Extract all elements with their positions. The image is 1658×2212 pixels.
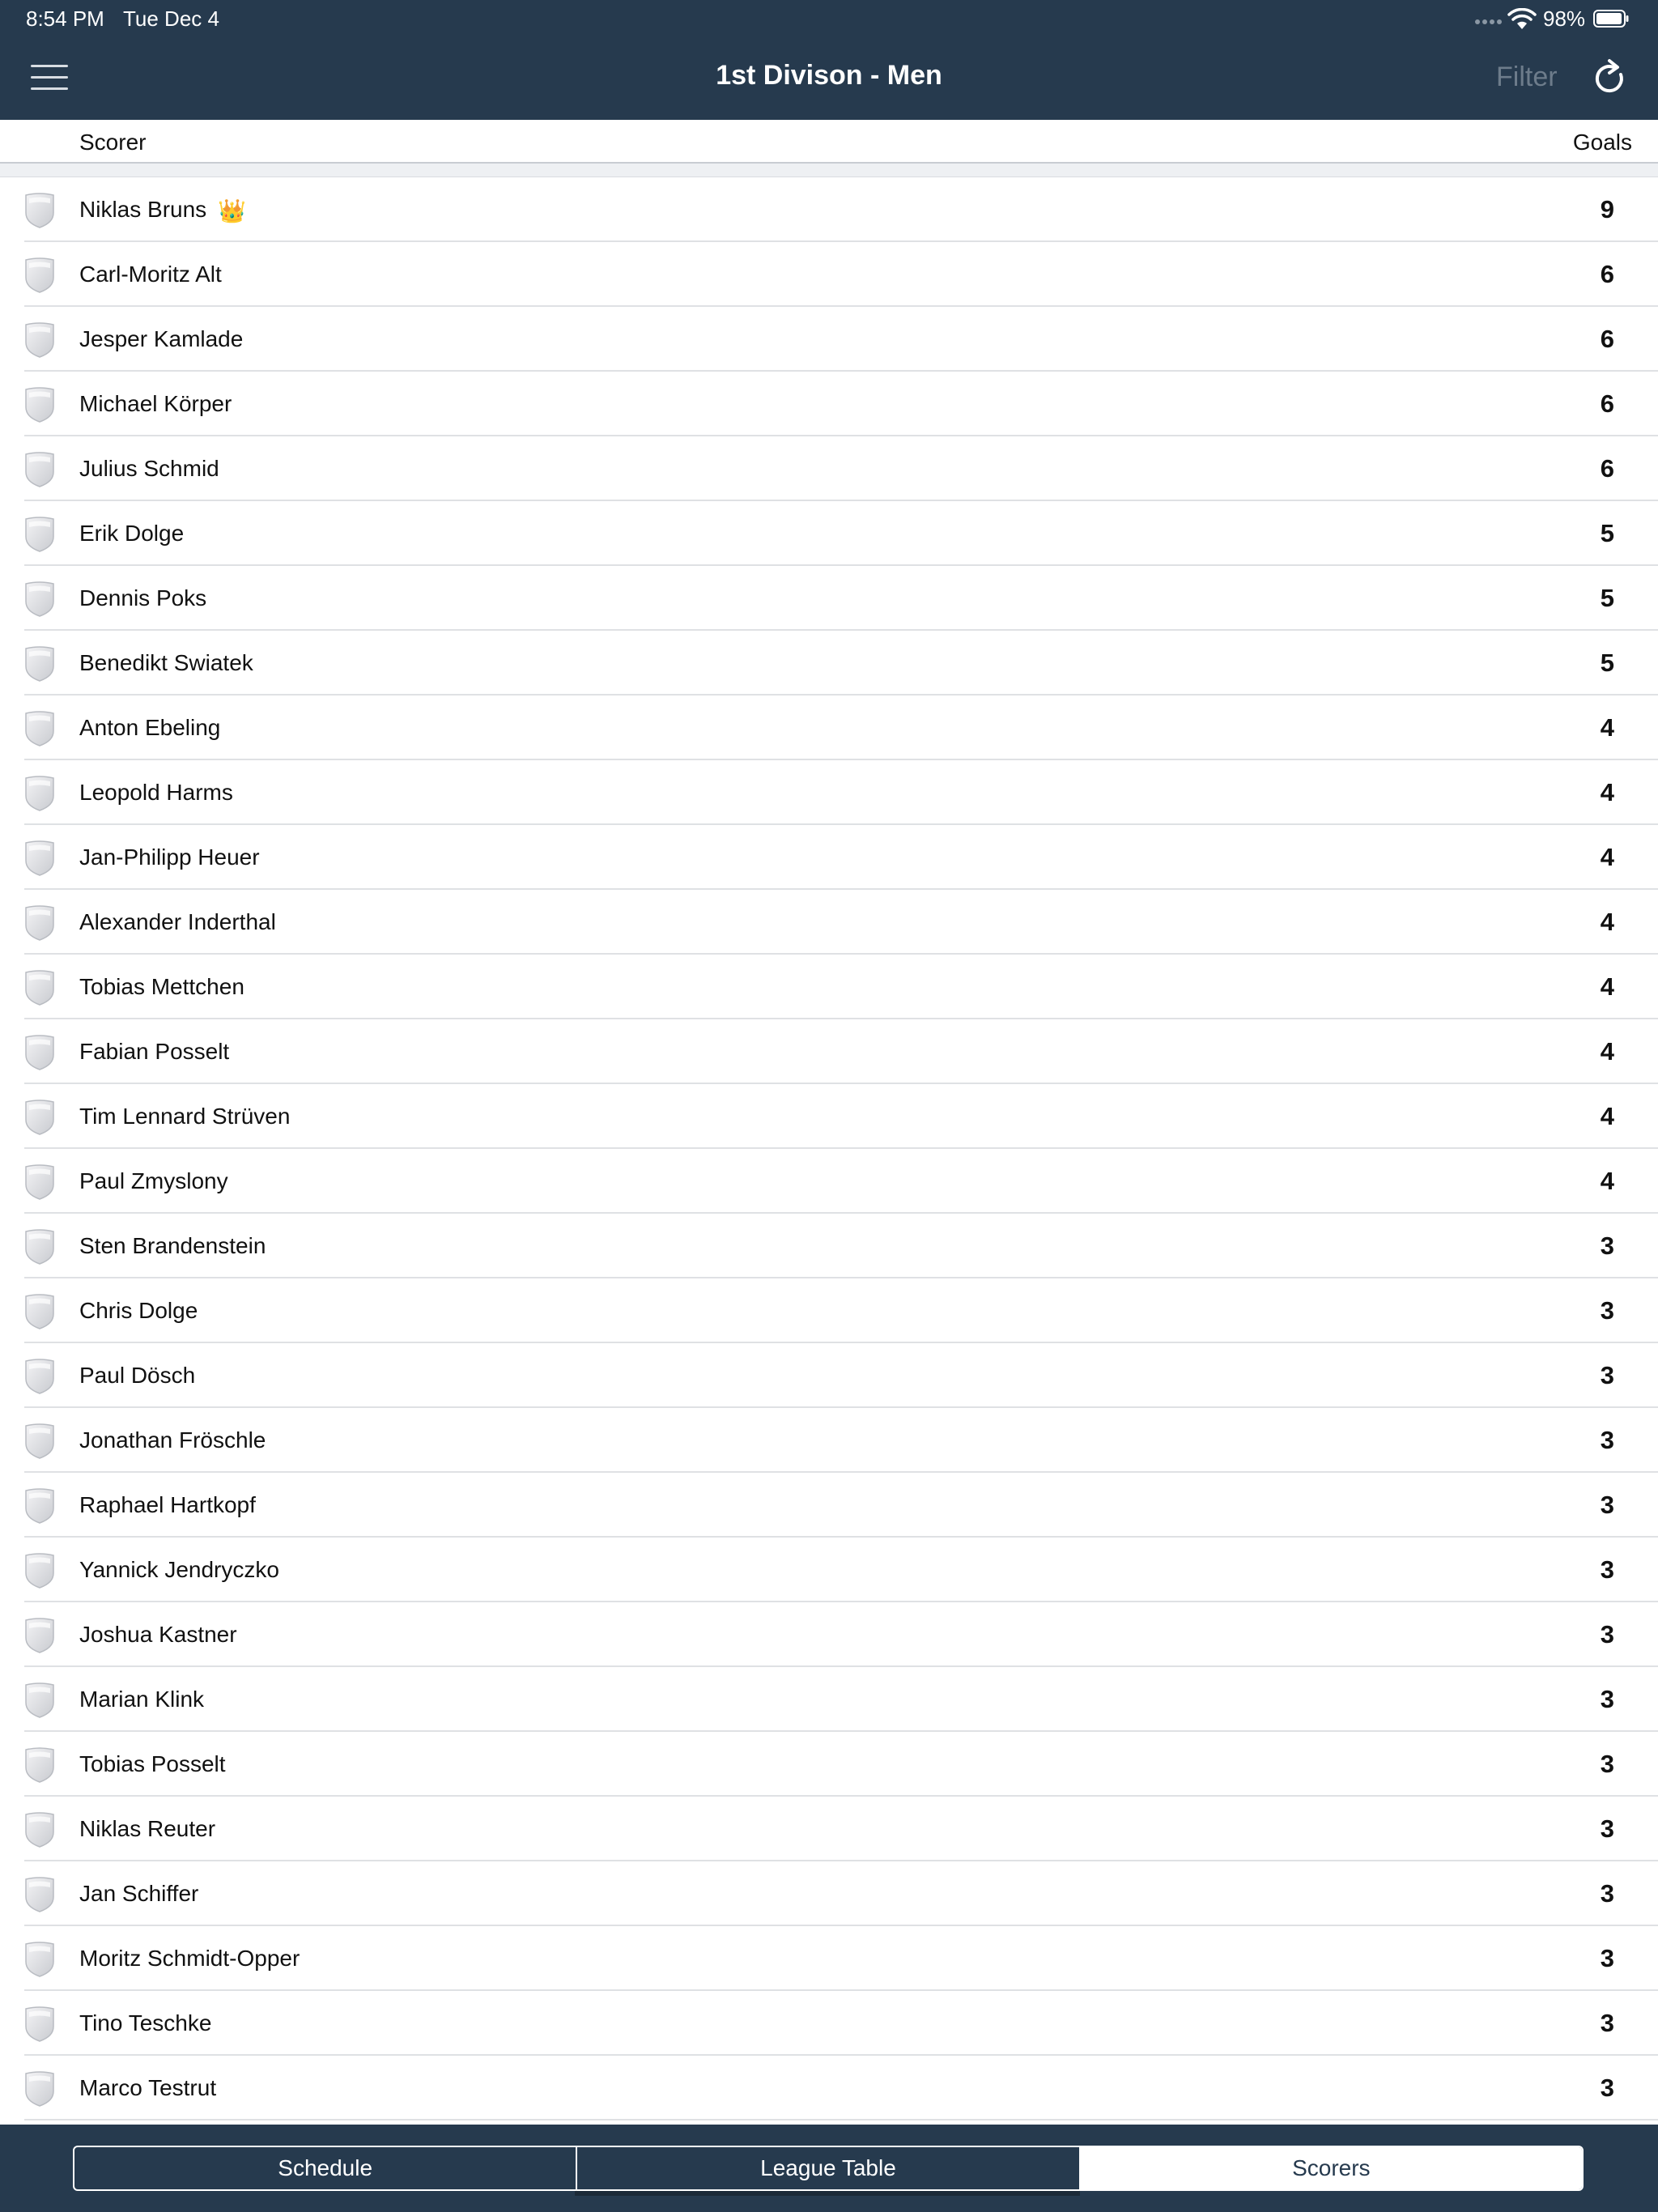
scorer-name: [79, 585, 206, 611]
goals-column-header: Goals: [1572, 130, 1632, 155]
column-header: [0, 120, 1658, 164]
goals-count: 3: [1600, 1231, 1614, 1260]
scorer-name: [79, 2075, 216, 2101]
scorer-name-text: Niklas Reuter: [79, 1816, 216, 1841]
scorer-name-text: Carl-Moritz Alt: [79, 262, 222, 287]
scorer-name: [79, 1946, 300, 1972]
team-shield-icon: [23, 775, 57, 812]
scorer-name-text: Leopold Harms: [79, 780, 233, 805]
goals-count: 9: [1600, 195, 1614, 223]
top-scorer-crown-icon: 👑: [218, 198, 247, 223]
scorer-row[interactable]: [0, 1278, 1658, 1343]
scorer-row[interactable]: [0, 1214, 1658, 1278]
scorer-name-text: Tobias Mettchen: [79, 974, 244, 999]
scorer-name: [79, 974, 244, 1000]
scorer-row[interactable]: [0, 242, 1658, 307]
scorer-name-text: Marian Klink: [79, 1687, 205, 1712]
scorer-row[interactable]: [0, 2056, 1658, 2121]
status-time: 8:54 PM: [26, 6, 104, 31]
scorer-row[interactable]: [0, 696, 1658, 760]
scorer-name-text: Jesper Kamlade: [79, 326, 244, 351]
goals-count: 4: [1600, 713, 1614, 742]
scorer-name: [79, 1427, 266, 1453]
page-title: 1st Divison - Men: [716, 60, 942, 91]
battery-icon: [1593, 10, 1629, 28]
scorer-name-text: Jan Schiffer: [79, 1881, 199, 1906]
scorer-row[interactable]: [0, 760, 1658, 825]
team-shield-icon: [23, 321, 57, 359]
scorer-name: [79, 909, 276, 935]
scorer-name: [79, 1104, 290, 1129]
scorer-row[interactable]: [0, 372, 1658, 436]
goals-count: 3: [1600, 1685, 1614, 1713]
goals-count: 3: [1600, 1361, 1614, 1389]
team-shield-icon: [23, 710, 57, 747]
goals-count: 6: [1600, 454, 1614, 483]
tab-league-table[interactable]: League Table: [577, 2147, 1080, 2189]
navigation-bar: [0, 39, 1658, 120]
goals-count: 4: [1600, 1102, 1614, 1130]
team-shield-icon: [23, 904, 57, 942]
goals-count: 3: [1600, 1426, 1614, 1454]
scorer-name-text: Dennis Poks: [79, 585, 207, 610]
team-shield-icon: [23, 516, 57, 553]
scorer-row[interactable]: [0, 1538, 1658, 1602]
scorer-row[interactable]: [0, 1667, 1658, 1732]
scorer-name: [79, 1622, 237, 1648]
goals-count: 3: [1600, 1555, 1614, 1584]
goals-count: 5: [1600, 649, 1614, 677]
scorer-row[interactable]: [0, 1084, 1658, 1149]
scorer-row[interactable]: [0, 955, 1658, 1019]
refresh-icon[interactable]: [1592, 58, 1629, 99]
scorer-name-text: Benedikt Swiatek: [79, 650, 253, 675]
segmented-control: [73, 2146, 1584, 2191]
filter-button[interactable]: Filter: [1496, 62, 1558, 92]
wifi-icon: [1507, 8, 1537, 31]
goals-count: 4: [1600, 1167, 1614, 1195]
scorer-name-text: Sten Brandenstein: [79, 1233, 266, 1258]
scorer-name: [79, 1298, 198, 1324]
team-shield-icon: [23, 1682, 57, 1719]
scorer-name: [79, 1751, 226, 1777]
scorer-row[interactable]: [0, 1926, 1658, 1991]
team-shield-icon: [23, 1423, 57, 1460]
status-bar: [0, 0, 1658, 39]
scorer-row[interactable]: [0, 1408, 1658, 1473]
scorer-row[interactable]: [0, 631, 1658, 696]
scorer-row[interactable]: [0, 1797, 1658, 1861]
scorer-name: [79, 521, 184, 547]
team-shield-icon: [23, 2070, 57, 2108]
scorer-name-text: Fabian Posselt: [79, 1039, 230, 1064]
team-shield-icon: [23, 1487, 57, 1525]
scorer-name-text: Paul Zmyslony: [79, 1168, 228, 1193]
team-shield-icon: [23, 1099, 57, 1136]
scorer-name: [79, 1168, 228, 1194]
team-shield-icon: [23, 192, 57, 229]
goals-count: 3: [1600, 1879, 1614, 1908]
goals-count: 4: [1600, 778, 1614, 806]
scorer-row[interactable]: [0, 307, 1658, 372]
scorer-row[interactable]: [0, 1473, 1658, 1538]
scorer-row[interactable]: [0, 825, 1658, 890]
goals-count: 5: [1600, 584, 1614, 612]
tab-schedule[interactable]: Schedule: [74, 2147, 577, 2189]
scorers-list: [0, 177, 1658, 2121]
scorer-name: [79, 2010, 211, 2036]
scorer-name-text: Michael Körper: [79, 391, 232, 416]
team-shield-icon: [23, 1163, 57, 1201]
scorer-row[interactable]: [0, 1343, 1658, 1408]
goals-count: 4: [1600, 972, 1614, 1001]
scorer-name: [79, 1492, 256, 1518]
team-shield-icon: [23, 1941, 57, 1978]
goals-count: 4: [1600, 908, 1614, 936]
team-shield-icon: [23, 645, 57, 683]
team-shield-icon: [23, 1358, 57, 1395]
scorer-name-text: Tobias Posselt: [79, 1751, 226, 1776]
scorer-name-text: Niklas Bruns: [79, 197, 207, 222]
team-shield-icon: [23, 840, 57, 877]
scorer-row[interactable]: [0, 436, 1658, 501]
scorer-row[interactable]: [0, 1149, 1658, 1214]
bottom-tab-bar: [0, 2125, 1658, 2212]
scorer-row[interactable]: [0, 566, 1658, 631]
hamburger-menu-icon[interactable]: [31, 62, 68, 94]
team-shield-icon: [23, 1617, 57, 1654]
team-shield-icon: [23, 969, 57, 1006]
scorer-name: [79, 1816, 215, 1842]
scorer-row[interactable]: [0, 177, 1658, 242]
scorer-name-text: Jan-Philipp Heuer: [79, 844, 260, 870]
scorer-name-text: Chris Dolge: [79, 1298, 198, 1323]
scorer-name: [79, 262, 222, 287]
team-shield-icon: [23, 451, 57, 488]
scorer-name: [79, 1881, 198, 1907]
goals-count: 6: [1600, 325, 1614, 353]
scorer-row[interactable]: [0, 1732, 1658, 1797]
scorer-name: [79, 1039, 229, 1065]
scorer-name-text: Jonathan Fröschle: [79, 1427, 266, 1453]
scorer-row[interactable]: [0, 1991, 1658, 2056]
team-shield-icon: [23, 1034, 57, 1071]
team-shield-icon: [23, 581, 57, 618]
team-shield-icon: [23, 2006, 57, 2043]
tab-indicator: [575, 2191, 1080, 2196]
goals-count: 6: [1600, 260, 1614, 288]
scorer-name-text: Moritz Schmidt-Opper: [79, 1946, 300, 1971]
goals-count: 3: [1600, 1491, 1614, 1519]
scorer-name: [79, 1233, 266, 1259]
scorer-name: [79, 326, 243, 352]
team-shield-icon: [23, 1746, 57, 1784]
goals-count: 3: [1600, 1620, 1614, 1648]
goals-count: 3: [1600, 2009, 1614, 2037]
goals-count: 6: [1600, 389, 1614, 418]
scorer-name-text: Julius Schmid: [79, 456, 219, 481]
team-shield-icon: [23, 1811, 57, 1848]
scorer-name-text: Joshua Kastner: [79, 1622, 237, 1647]
scorer-name: [79, 197, 246, 224]
status-date: Tue Dec 4: [123, 6, 219, 31]
goals-count: 3: [1600, 1750, 1614, 1778]
battery-percentage: 98%: [1543, 6, 1586, 31]
scorer-name-text: Alexander Inderthal: [79, 909, 276, 934]
scorer-name: [79, 1557, 279, 1583]
goals-count: 4: [1600, 1037, 1614, 1066]
scorer-name-text: Marco Testrut: [79, 2075, 217, 2100]
scorer-row[interactable]: [0, 1861, 1658, 1926]
scorer-name: [79, 1363, 195, 1389]
scorer-name: [79, 780, 233, 806]
scorer-name-text: Erik Dolge: [79, 521, 185, 546]
scorer-row[interactable]: [0, 1019, 1658, 1084]
team-shield-icon: [23, 257, 57, 294]
scorer-name-text: Tim Lennard Strüven: [79, 1104, 291, 1129]
team-shield-icon: [23, 1876, 57, 1913]
scorer-name: [79, 715, 220, 741]
header-divider: [0, 164, 1658, 177]
goals-count: 3: [1600, 1296, 1614, 1325]
cellular-signal-icon: [1475, 19, 1502, 24]
team-shield-icon: [23, 1228, 57, 1266]
scorer-column-header: Scorer: [79, 130, 147, 155]
scorer-name: [79, 844, 260, 870]
scorer-name: [79, 456, 219, 482]
goals-count: 4: [1600, 843, 1614, 871]
goals-count: 5: [1600, 519, 1614, 547]
goals-count: 3: [1600, 1814, 1614, 1843]
team-shield-icon: [23, 1293, 57, 1330]
team-shield-icon: [23, 386, 57, 423]
tab-scorers[interactable]: Scorers: [1081, 2147, 1582, 2189]
scorer-name: [79, 391, 232, 417]
scorer-row[interactable]: [0, 890, 1658, 955]
scorer-name-text: Paul Dösch: [79, 1363, 196, 1388]
scorer-name-text: Yannick Jendryczko: [79, 1557, 279, 1582]
team-shield-icon: [23, 1552, 57, 1589]
scorer-row[interactable]: [0, 501, 1658, 566]
scorer-name-text: Anton Ebeling: [79, 715, 221, 740]
goals-count: 3: [1600, 2074, 1614, 2102]
scorer-row[interactable]: [0, 1602, 1658, 1667]
scorer-name-text: Tino Teschke: [79, 2010, 212, 2035]
scorer-name: [79, 1687, 204, 1712]
scorer-name-text: Raphael Hartkopf: [79, 1492, 256, 1517]
scorer-name: [79, 650, 253, 676]
goals-count: 3: [1600, 1944, 1614, 1972]
